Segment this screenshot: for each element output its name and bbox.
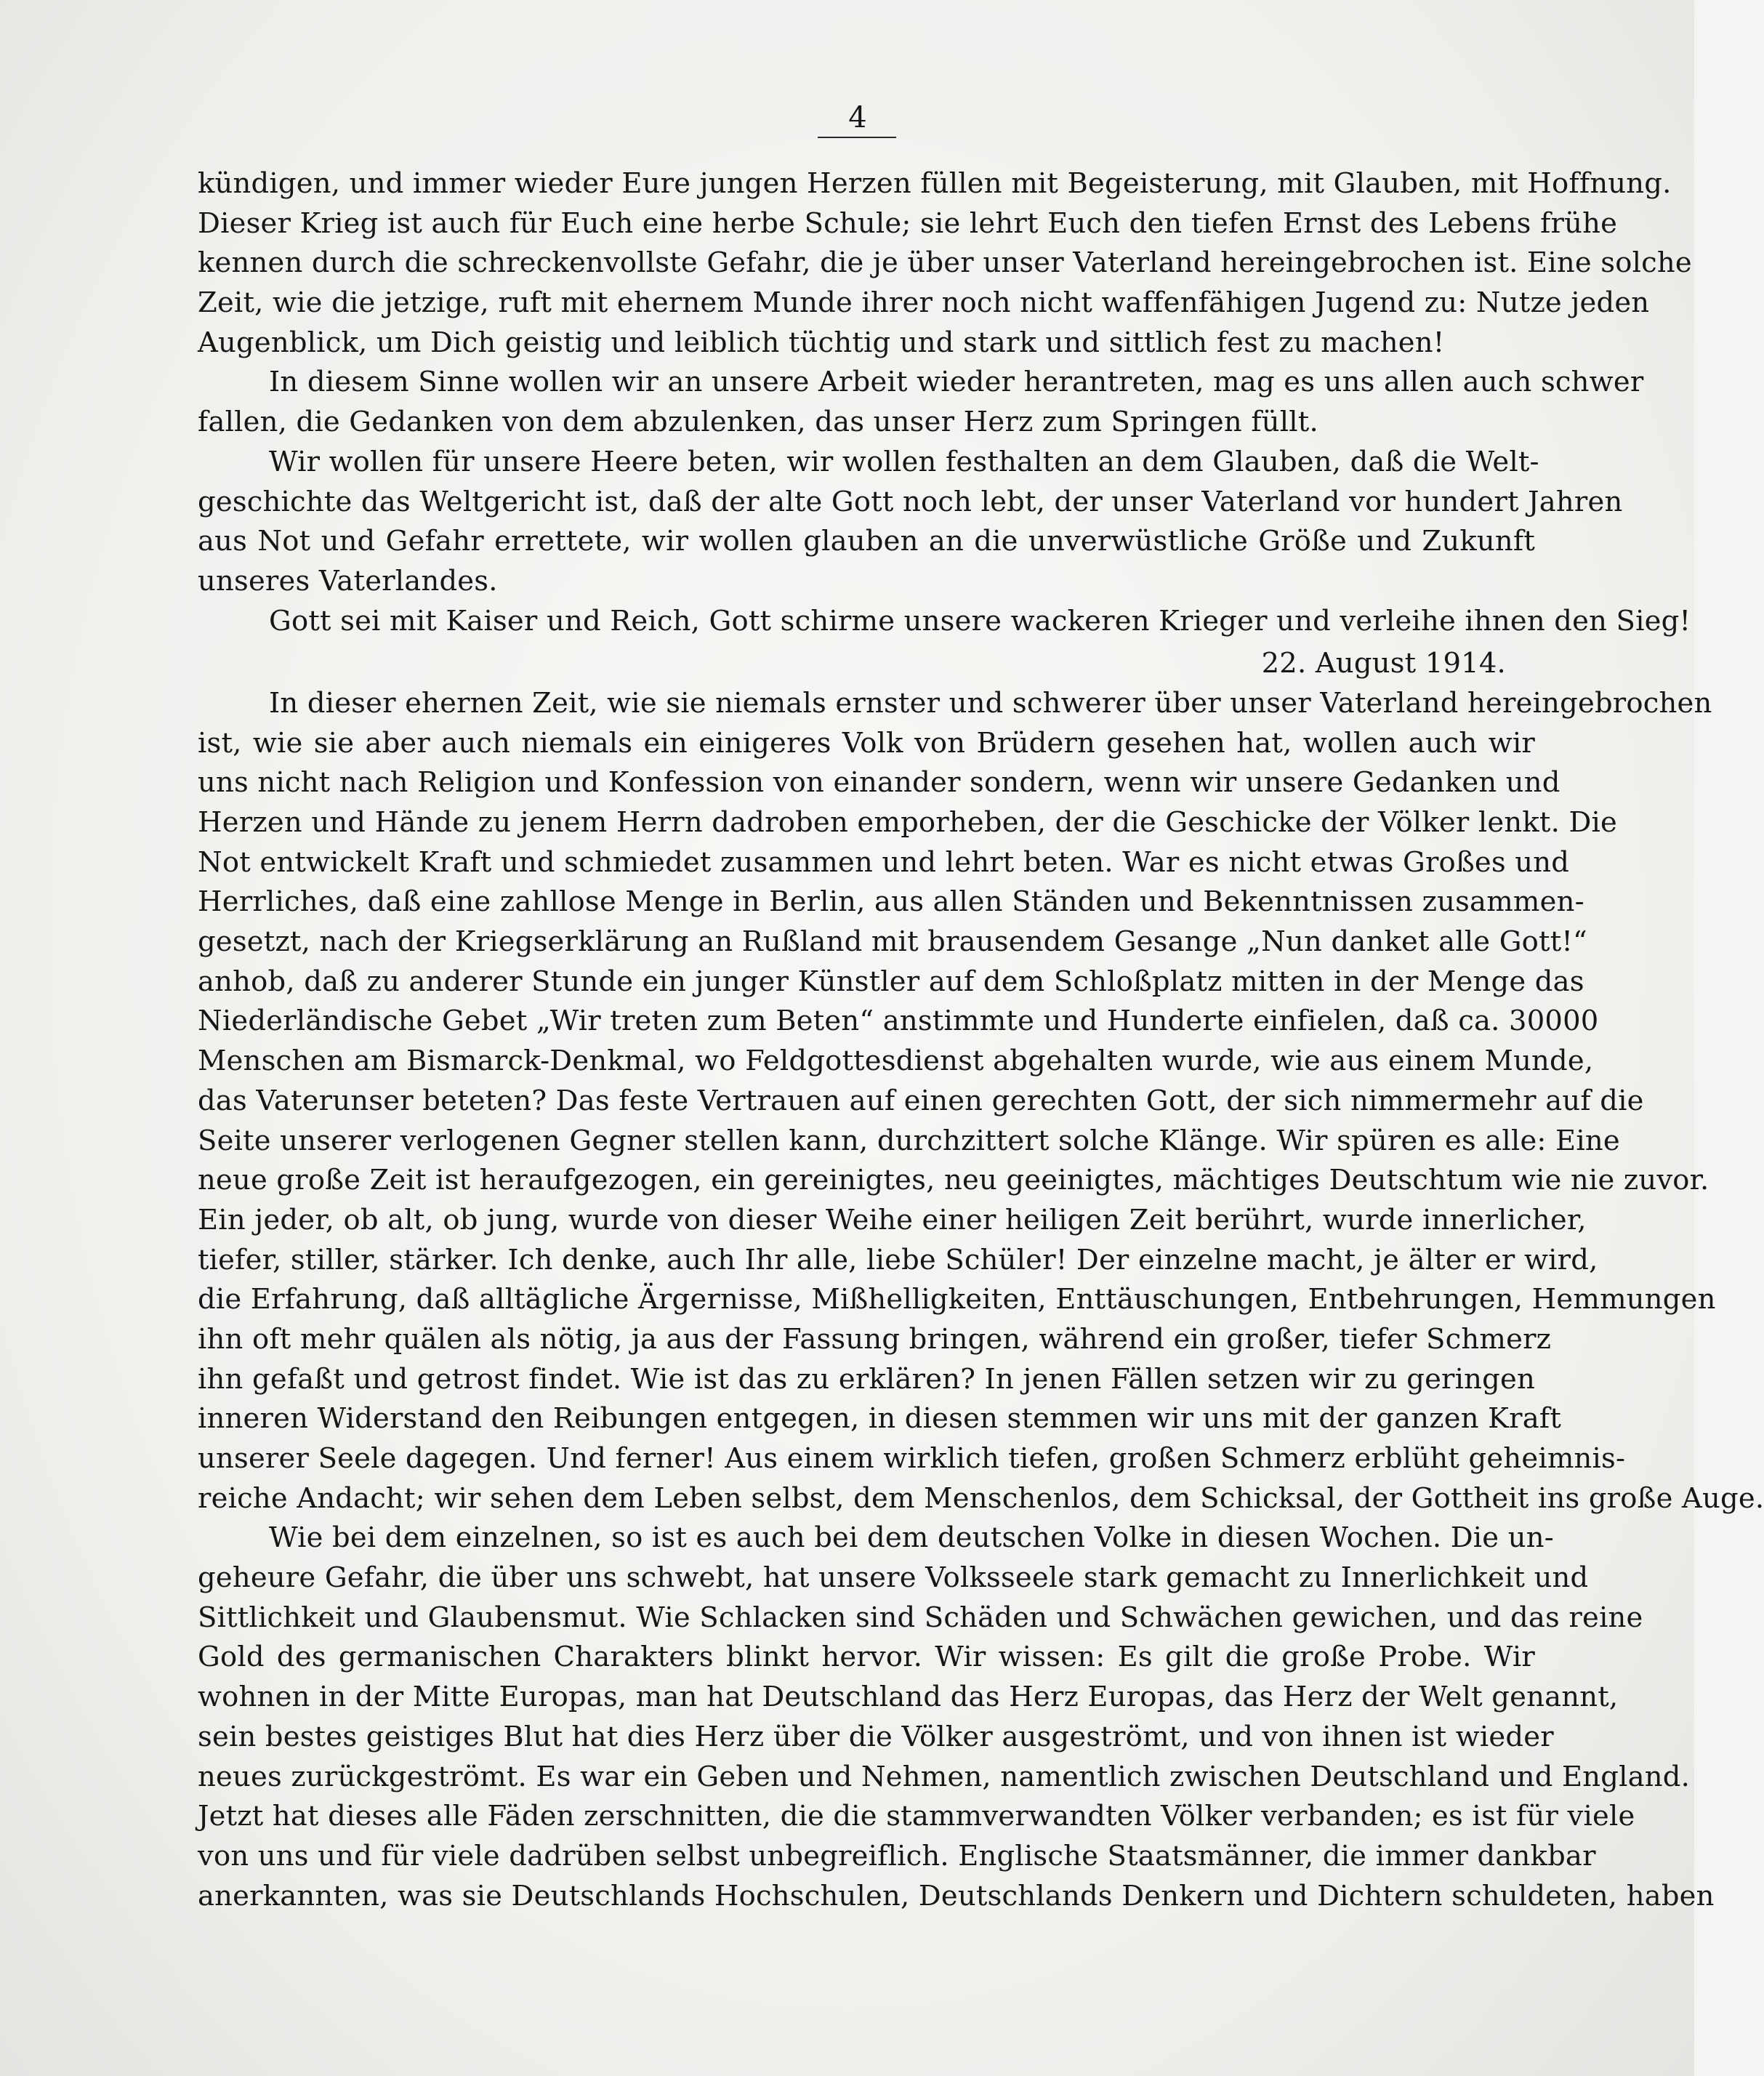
text-line: Niederländische Gebet „Wir treten zum Beten“ anstimmte und Hunderte einfielen, daß ca. 30000 bbox=[198, 1005, 1599, 1038]
text-line: anerkannten, was sie Deutschlands Hochschulen, Deutschlands Denkern und Dichtern schuldeten, haben bbox=[198, 1879, 1715, 1912]
text-line: wohnen in der Mitte Europas, man hat Deutschland das Herz Europas, das Herz der Welt genannt, bbox=[198, 1681, 1619, 1714]
text-line: geschichte das Weltgericht ist, daß der alte Gott noch lebt, der unser Vaterland vor hundert Jahren bbox=[198, 485, 1623, 518]
text-line: das Vaterunser beteten? Das feste Vertrauen auf einen gerechten Gott, der sich nimmermehr auf die bbox=[198, 1084, 1644, 1117]
date-line: 22. August 1914. bbox=[1261, 647, 1506, 680]
text-line: neue große Zeit ist heraufgezogen, ein gereinigtes, neu geeinigtes, mächtiges Deutschtum wie nie zuvor. bbox=[198, 1164, 1709, 1197]
text-line: Herrliches, daß eine zahllose Menge in Berlin, aus allen Ständen und Bekenntnissen zusammen- bbox=[198, 885, 1584, 919]
text-line: anhob, daß zu anderer Stunde ein junger Künstler auf dem Schloßplatz mitten in der Menge das bbox=[198, 965, 1584, 998]
text-line: Gold des germanischen Charakters blinkt hervor. Wir wissen: Es gilt die große Probe. Wir bbox=[198, 1641, 1535, 1674]
text-line: fallen, die Gedanken von dem abzulenken, das unser Herz zum Springen füllt. bbox=[198, 406, 1318, 439]
text-line: kennen durch die schreckenvollste Gefahr, die je über unser Vaterland hereingebrochen ist. Eine solche bbox=[198, 246, 1692, 280]
page-number: 4 bbox=[848, 101, 867, 134]
text-line: sein bestes geistiges Blut hat dies Herz über die Völker ausgeströmt, und von ihnen ist wieder bbox=[198, 1720, 1554, 1753]
text-line: Wir wollen für unsere Heere beten, wir wollen festhalten an dem Glauben, daß die Welt- bbox=[269, 445, 1539, 478]
text-line: neues zurückgeströmt. Es war ein Geben und Nehmen, namentlich zwischen Deutschland und England. bbox=[198, 1760, 1691, 1793]
text-line: Not entwickelt Kraft und schmiedet zusammen und lehrt beten. War es nicht etwas Großes und bbox=[198, 845, 1570, 879]
text-line: ihn gefaßt und getrost findet. Wie ist das zu erklären? In jenen Fällen setzen wir zu geringen bbox=[198, 1362, 1535, 1396]
text-line: tiefer, stiller, stärker. Ich denke, auch Ihr alle, liebe Schüler! Der einzelne macht, je älter er wird, bbox=[198, 1243, 1598, 1276]
text-line: ihn oft mehr quälen als nötig, ja aus der Fassung bringen, während ein großer, tiefer Schmerz bbox=[198, 1322, 1552, 1356]
text-line: unseres Vaterlandes. bbox=[198, 564, 498, 598]
text-line: In diesem Sinne wollen wir an unsere Arbeit wieder herantreten, mag es uns allen auch schwer bbox=[269, 366, 1644, 399]
text-line: Dieser Krieg ist auch für Euch eine herbe Schule; sie lehrt Euch den tiefen Ernst des Lebens frühe bbox=[198, 206, 1618, 240]
text-line: aus Not und Gefahr errettete, wir wollen glauben an die unverwüstliche Größe und Zukunft bbox=[198, 525, 1535, 558]
text-line: die Erfahrung, daß alltägliche Ärgernisse, Mißhelligkeiten, Enttäuschungen, Entbehrungen, Hemmungen bbox=[198, 1283, 1716, 1316]
text-line: In dieser ehernen Zeit, wie sie niemals ernster und schwerer über unser Vaterland hereingebrochen bbox=[269, 686, 1712, 720]
text-line: Sittlichkeit und Glaubensmut. Wie Schlacken sind Schäden und Schwächen gewichen, und das reine bbox=[198, 1601, 1643, 1634]
text-line: Herzen und Hände zu jenem Herrn dadroben emporheben, der die Geschicke der Völker lenkt. Die bbox=[198, 806, 1618, 839]
text-line: kündigen, und immer wieder Eure jungen Herzen füllen mit Begeisterung, mit Glauben, mit Hoffnung. bbox=[198, 167, 1672, 200]
text-line: geheure Gefahr, die über uns schwebt, hat unsere Volksseele stark gemacht zu Innerlichkeit und bbox=[198, 1561, 1589, 1595]
text-line: Zeit, wie die jetzige, ruft mit ehernem Munde ihrer noch nicht waffenfähigen Jugend zu: Nutze jeden bbox=[198, 286, 1650, 320]
text-line: unserer Seele dagegen. Und ferner! Aus einem wirklich tiefen, großen Schmerz erblüht geheimnis- bbox=[198, 1442, 1626, 1475]
text-line: Augenblick, um Dich geistig und leiblich tüchtig und stark und sittlich fest zu machen! bbox=[198, 326, 1445, 359]
text-line: Ein jeder, ob alt, ob jung, wurde von dieser Weihe einer heiligen Zeit berührt, wurde innerlicher, bbox=[198, 1203, 1587, 1236]
text-line: Wie bei dem einzelnen, so ist es auch bei dem deutschen Volke in diesen Wochen. Die un- bbox=[269, 1521, 1554, 1555]
body-text bbox=[198, 164, 1764, 1916]
text-line: inneren Widerstand den Reibungen entgegen, in diesen stemmen wir uns mit der ganzen Kraft bbox=[198, 1402, 1561, 1436]
text-line: reiche Andacht; wir sehen dem Leben selbst, dem Menschenlos, dem Schicksal, der Gottheit ins große Auge. bbox=[198, 1481, 1764, 1515]
text-line: gesetzt, nach der Kriegserklärung an Rußland mit brausendem Gesange „Nun danket alle Gott!“ bbox=[198, 925, 1587, 959]
text-line: Jetzt hat dieses alle Fäden zerschnitten, die die stammverwandten Völker verbanden; es ist für viele bbox=[198, 1800, 1635, 1833]
text-line: uns nicht nach Religion und Konfession von einander sondern, wenn wir unsere Gedanken und bbox=[198, 766, 1560, 800]
page-number-rule bbox=[818, 137, 896, 138]
text-line: Gott sei mit Kaiser und Reich, Gott schirme unsere wackeren Krieger und verleihe ihnen den Sieg! bbox=[269, 604, 1691, 637]
text-line: Seite unserer verlogenen Gegner stellen kann, durchzittert solche Klänge. Wir spüren es alle: Eine bbox=[198, 1124, 1620, 1157]
text-line: ist, wie sie aber auch niemals ein einigeres Volk von Brüdern gesehen hat, wollen auch wir bbox=[198, 726, 1535, 760]
text-line: von uns und für viele dadrüben selbst unbegreiflich. Englische Staatsmänner, die immer dankbar bbox=[198, 1839, 1596, 1872]
text-line: Menschen am Bismarck-Denkmal, wo Feldgottesdienst abgehalten wurde, wie aus einem Munde, bbox=[198, 1045, 1594, 1078]
